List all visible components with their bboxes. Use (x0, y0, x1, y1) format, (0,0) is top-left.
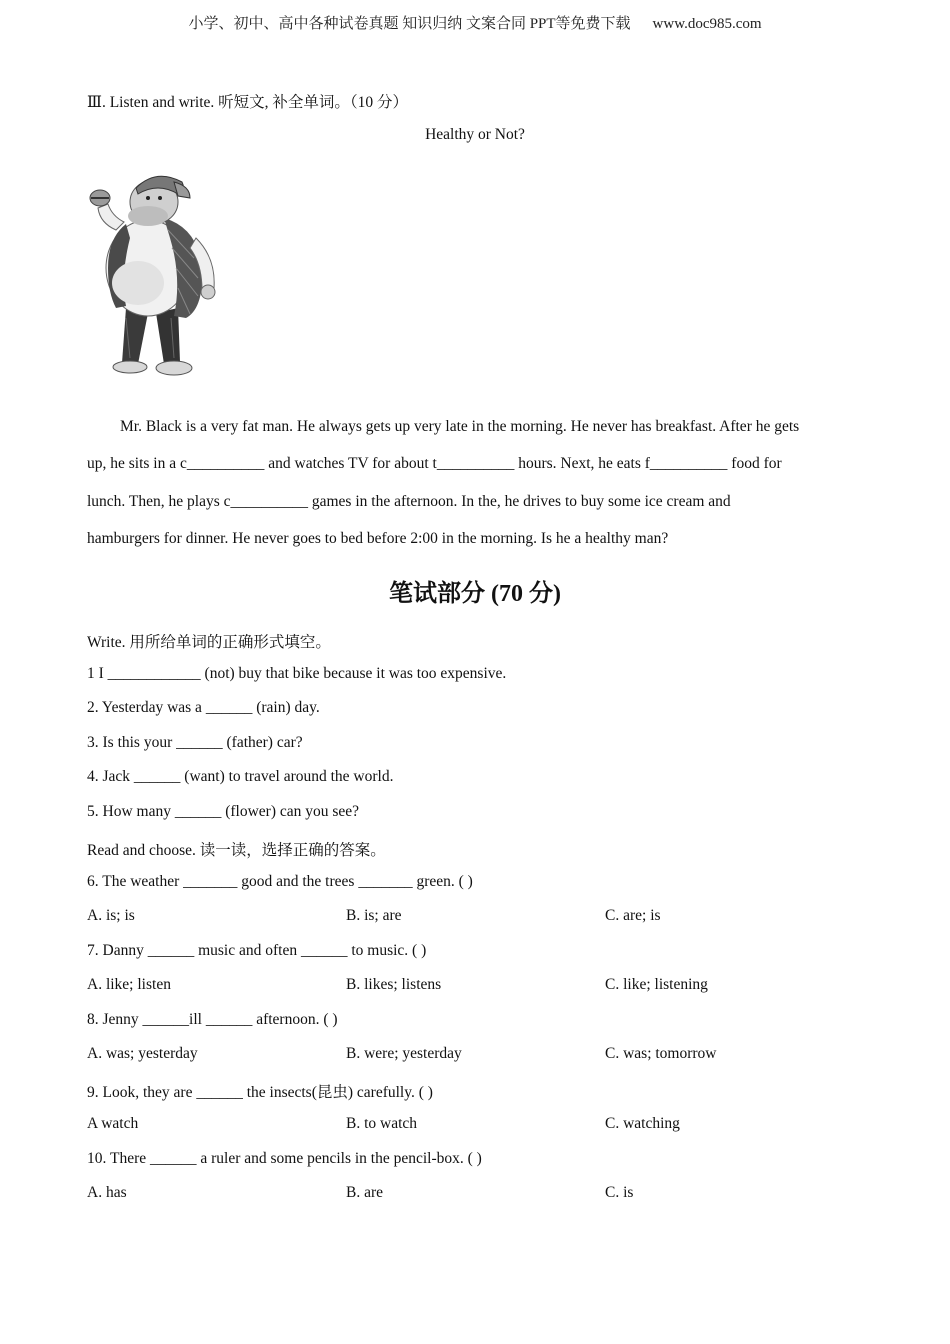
option-c: C. watching (605, 1115, 680, 1132)
option-a: A watch (87, 1115, 139, 1132)
question-stem: 10. There ______ a ruler and some pencils in the pencil-box. ( ) (87, 1150, 482, 1167)
question-stem: 9. Look, they are ______ the insects(昆虫) carefully. ( ) (87, 1084, 433, 1101)
option-c: C. was; tomorrow (605, 1045, 717, 1062)
written-section-title: 笔试部分 (70 分) (389, 581, 561, 607)
option-c: C. are; is (605, 907, 661, 924)
option-a: A. has (87, 1184, 127, 1201)
fill-item: 3. Is this your ______ (father) car? (87, 734, 303, 751)
fill-item: 2. Yesterday was a ______ (rain) day. (87, 699, 320, 716)
choose-instruction: Read and choose. 读一读，选择正确的答案。 (87, 842, 386, 859)
paragraph-line-1: Mr. Black is a very fat man. He always gets up very late in the morning. He never has breakfast. After he gets (120, 418, 800, 435)
question-stem: 8. Jenny ______ill ______ afternoon. ( ) (87, 1011, 338, 1028)
listening-instruction: Ⅲ. Listen and write. 听短文, 补全单词。（10 分） (87, 94, 409, 111)
story-title: Healthy or Not? (425, 126, 525, 143)
option-c: C. is (605, 1184, 634, 1201)
fill-item: 5. How many ______ (flower) can you see? (87, 803, 360, 820)
header-site-link[interactable]: www.doc985.com (652, 16, 762, 32)
option-a: A. like; listen (87, 976, 171, 993)
option-a: A. is; is (87, 907, 135, 924)
paragraph-line-3: lunch. Then, he plays c__________ games in the afternoon. In the, he drives to buy some ice cream and (87, 493, 731, 510)
option-b: B. were; yesterday (346, 1045, 462, 1062)
paragraph-line-4: hamburgers for dinner. He never goes to bed before 2:00 in the morning. Is he a healthy man? (87, 530, 669, 547)
question-stem: 6. The weather _______ good and the trees _______ green. ( ) (87, 873, 473, 890)
header-tagline: 小学、初中、高中各种试卷真题 知识归纳 文案合同 PPT等免费下载 (188, 16, 631, 32)
option-b: B. is; are (346, 907, 402, 924)
fill-item: 1 I ____________ (not) buy that bike because it was too expensive. (87, 665, 507, 682)
write-instruction: Write. 用所给单词的正确形式填空。 (87, 634, 331, 651)
page-header (0, 12, 950, 33)
option-b: B. are (346, 1184, 384, 1201)
paragraph-line-2: up, he sits in a c__________ and watches TV for about t__________ hours. Next, he eats f__________ food for (87, 455, 782, 472)
fill-item: 4. Jack ______ (want) to travel around the world. (87, 768, 394, 785)
fat-man-illustration (86, 168, 226, 383)
question-stem: 7. Danny ______ music and often ______ to music. ( ) (87, 942, 427, 959)
option-b: B. likes; listens (346, 976, 442, 993)
option-b: B. to watch (346, 1115, 418, 1132)
option-c: C. like; listening (605, 976, 708, 993)
option-a: A. was; yesterday (87, 1045, 198, 1062)
